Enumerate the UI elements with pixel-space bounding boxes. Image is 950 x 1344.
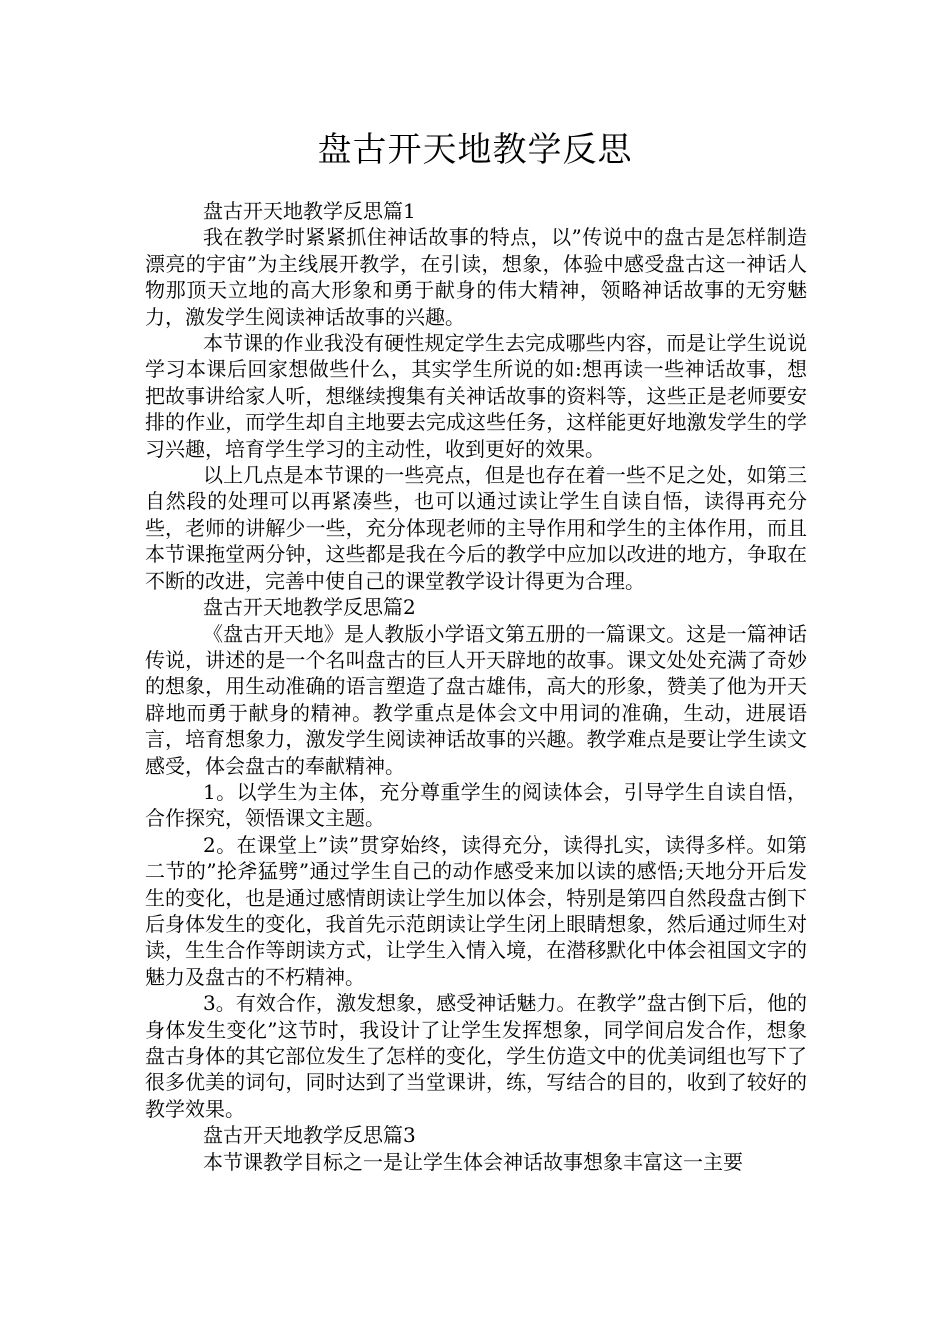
paragraph: 本节课的作业我没有硬性规定学生去完成哪些内容，而是让学生说说学习本课后回家想做些什么，其实学生所说的如:想再读一些神话故事，想把故事讲给家人听，想继续搜集有关神话故事的资料等，这些正是老师要安排的作业，而学生却自主地要去完成这些任务，这样能更好地激发学生的学习兴趣，培育学生学习的主动性，收到更好的效果。 <box>145 331 807 461</box>
paragraph: 本节课教学目标之一是让学生体会神话故事想象丰富这一主要 <box>203 1149 743 1174</box>
paragraph: 我在教学时紧紧抓住神话故事的特点，以”传说中的盘古是怎样制造漂亮的宇宙”为主线展开教学，在引读，想象，体验中感受盘古这一神话人物那顶天立地的高大形象和勇于献身的伟大精神，领略神话故事的无穷魅力，激发学生阅读神话故事的兴趣。 <box>145 225 807 329</box>
paragraph: 2。在课堂上”读”贯穿始终，读得充分，读得扎实，读得多样。如第二节的”抡斧猛劈”通过学生自己的动作感受来加以读的感悟;天地分开后发生的变化，也是通过感情朗读让学生加以体会，特别是第四自然段盘古倒下后身体发生的变化，我首先示范朗读让学生闭上眼睛想象，然后通过师生对读，生生合作等朗读方式，让学生入情入境，在潜移默化中体会祖国文字的魅力及盘古的不朽精神。 <box>145 832 807 989</box>
document-title: 盘古开天地教学反思 <box>317 130 633 170</box>
paragraph: 1。以学生为主体，充分尊重学生的阅读体会，引导学生自读自悟，合作探究，领悟课文主题。 <box>145 779 807 831</box>
section-heading-3: 盘古开天地教学反思篇3 <box>203 1123 416 1148</box>
paragraph: 3。有效合作，激发想象，感受神话魅力。在教学”盘古倒下后，他的身体发生变化”这节时，我设计了让学生发挥想象，同学间启发合作，想象盘古身体的其它部位发生了怎样的变化，学生仿造文中的优美词组也写下了很多优美的词句，同时达到了当堂课讲，练，写结合的目的，收到了较好的教学效果。 <box>145 991 807 1121</box>
paragraph: 以上几点是本节课的一些亮点，但是也存在着一些不足之处，如第三自然段的处理可以再紧凑些，也可以通过读让学生自读自悟，读得再充分些，老师的讲解少一些，充分体现老师的主导作用和学生的主体作用，而且本节课拖堂两分钟，这些都是我在今后的教学中应加以改进的地方，争取在不断的改进，完善中使自己的课堂教学设计得更为合理。 <box>145 463 807 593</box>
paragraph: 《盘古开天地》是人教版小学语文第五册的一篇课文。这是一篇神话传说，讲述的是一个名叫盘古的巨人开天辟地的故事。课文处处充满了奇妙的想象，用生动准确的语言塑造了盘古雄伟，高大的形象，赞美了他为开天辟地而勇于献身的精神。教学重点是体会文中用词的准确，生动，进展语言，培育想象力，激发学生阅读神话故事的兴趣。教学难点是要让学生读文感受，体会盘古的奉献精神。 <box>145 621 807 778</box>
document-body <box>145 198 807 1175</box>
section-heading-2: 盘古开天地教学反思篇2 <box>203 595 416 620</box>
section-heading-1: 盘古开天地教学反思篇1 <box>203 199 416 223</box>
